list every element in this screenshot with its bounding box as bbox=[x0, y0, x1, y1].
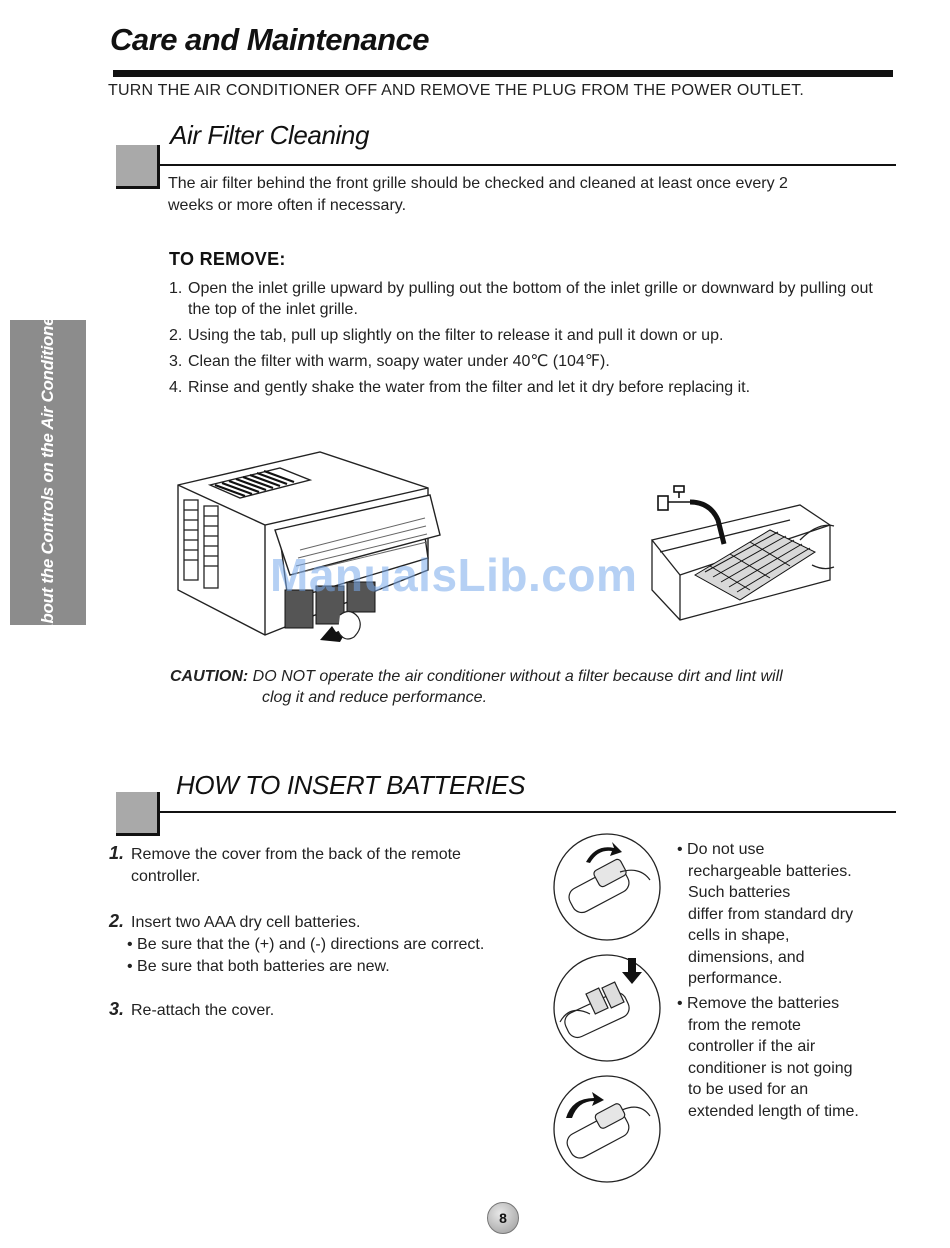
note-line: rechargeable batteries. bbox=[688, 862, 852, 880]
section-marker bbox=[116, 792, 160, 836]
step-text: Clean the filter with warm, soapy water under 40℃ (104℉). bbox=[188, 353, 610, 370]
step-text: Insert two AAA dry cell batteries. bbox=[131, 914, 361, 931]
step-number: 1. bbox=[109, 843, 125, 863]
list-item bbox=[169, 377, 879, 398]
note-line: • Do not use bbox=[677, 841, 765, 858]
note-line: differ from standard dry bbox=[688, 905, 854, 923]
note-line: extended length of time. bbox=[688, 1102, 859, 1120]
power-warning: TURN THE AIR CONDITIONER OFF AND REMOVE THE PLUG FROM THE POWER OUTLET. bbox=[108, 82, 805, 99]
caution-line bbox=[170, 666, 890, 687]
side-chapter-tab bbox=[10, 309, 86, 636]
filter-washing-illustration bbox=[650, 480, 835, 628]
step-number: 2. bbox=[109, 911, 125, 931]
caution-text: clog it and reduce performance. bbox=[262, 689, 488, 706]
step-text: Using the tab, pull up slightly on the filter to release it and pull it down or up. bbox=[188, 327, 724, 344]
filter-intro-line: The air filter behind the front grille should be checked and cleaned at least once every 2 bbox=[168, 175, 788, 192]
step-number: 3. bbox=[169, 353, 183, 370]
list-item bbox=[169, 278, 879, 320]
step-text: Open the inlet grille upward by pulling out the bottom of the inlet grille or downward by pulling out the top of the inlet grille. bbox=[188, 280, 873, 318]
section-marker bbox=[116, 145, 160, 189]
caution-label: CAUTION: bbox=[170, 668, 249, 685]
step-text: Remove the cover from the back of the remote bbox=[131, 846, 461, 863]
note-line: from the remote bbox=[688, 1016, 801, 1034]
note-line: dimensions, and bbox=[688, 948, 805, 966]
note-line: conditioner is not going bbox=[688, 1059, 853, 1077]
note-line: cells in shape, bbox=[688, 927, 790, 944]
sub-bullet: • Be sure that both batteries are new. bbox=[127, 958, 390, 975]
to-remove-heading: TO REMOVE: bbox=[169, 249, 286, 269]
caution-text: DO NOT operate the air conditioner without a filter because dirt and lint will bbox=[252, 668, 783, 685]
remove-steps-list bbox=[169, 278, 879, 403]
battery-step bbox=[109, 910, 549, 978]
filter-intro bbox=[168, 173, 888, 217]
filter-section-heading: Air Filter Cleaning bbox=[170, 120, 370, 150]
page-title: Care and Maintenance bbox=[110, 22, 430, 57]
step-text: Re-attach the cover. bbox=[131, 1002, 275, 1019]
step-number: 3. bbox=[109, 999, 125, 1019]
battery-step bbox=[109, 998, 549, 1022]
sub-bullet: • Be sure that the (+) and (-) directions are correct. bbox=[127, 936, 485, 953]
note-line: to be used for an bbox=[688, 1081, 809, 1098]
page-number-badge: 8 bbox=[487, 1202, 519, 1234]
section-rule bbox=[158, 164, 896, 166]
note-line: • Remove the batteries bbox=[677, 995, 840, 1012]
filter-intro-line: weeks or more often if necessary. bbox=[168, 197, 407, 214]
step-text: controller. bbox=[131, 868, 201, 885]
step-text: Rinse and gently shake the water from the filter and let it dry before replacing it. bbox=[188, 379, 751, 396]
battery-note bbox=[677, 993, 897, 1122]
section-rule bbox=[158, 811, 896, 813]
note-line: Such batteries bbox=[688, 884, 791, 901]
list-item bbox=[169, 325, 879, 346]
note-line: performance. bbox=[688, 970, 783, 987]
title-rule bbox=[113, 70, 893, 77]
battery-step bbox=[109, 842, 549, 888]
battery-note bbox=[677, 839, 897, 990]
caution-note bbox=[170, 666, 890, 708]
manualslib-watermark: ManualsLib.com bbox=[270, 549, 638, 601]
remote-battery-illustrations bbox=[550, 832, 665, 1192]
list-item bbox=[169, 351, 879, 372]
battery-section-heading: HOW TO INSERT BATTERIES bbox=[176, 770, 526, 800]
step-number: 2. bbox=[169, 327, 183, 344]
side-chapter-label: About the Controls on the Air Conditioner bbox=[38, 309, 57, 636]
step-number: 1. bbox=[169, 280, 183, 297]
note-line: controller if the air bbox=[688, 1038, 816, 1055]
step-number: 4. bbox=[169, 379, 183, 396]
